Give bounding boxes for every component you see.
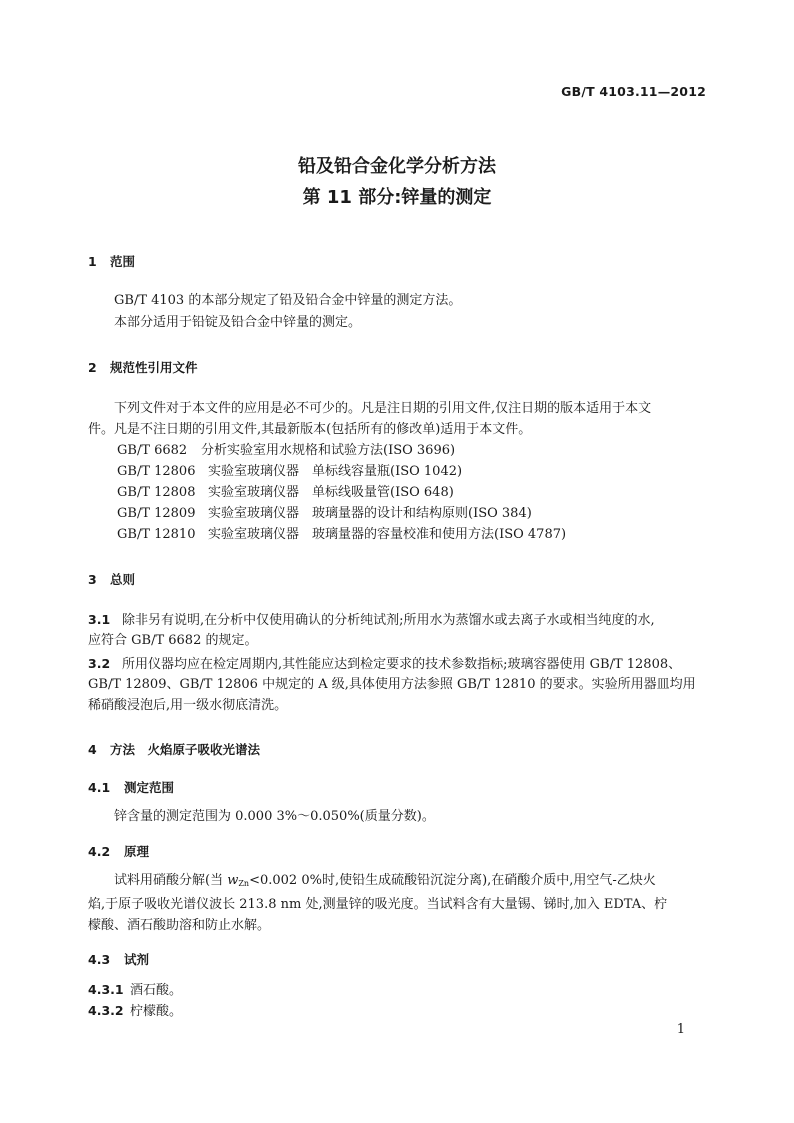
clause-number: 4.3.2 (88, 1003, 124, 1018)
reference-code: GB/T 6682 (117, 443, 188, 458)
clause-number: 4.3.1 (88, 982, 124, 997)
paragraph: 件。凡是不注日期的引用文件,其最新版本(包括所有的修改单)适用于本文件。 (88, 422, 532, 437)
clause-3-2 (88, 653, 706, 675)
normative-reference (117, 440, 707, 461)
paragraph (88, 870, 706, 894)
text-run: <0.002 0%时,使铅生成硫酸铅沉淀分离),在硝酸介质中,用空气-乙炔火 (249, 873, 656, 888)
clause-text: 柠檬酸。 (130, 1004, 183, 1019)
subsection-4-3-heading (88, 950, 149, 968)
subsection-number: 4.3 (88, 952, 111, 967)
reference-title: 分析实验室用水规格和试验方法(ISO 3696) (201, 443, 456, 458)
clause-4-3-2 (88, 1000, 706, 1022)
paragraph: 下列文件对于本文件的应用是必不可少的。凡是注日期的引用文件,仅注日期的版本适用于本文 (114, 401, 652, 416)
reference-title: 实验室玻璃仪器 玻璃量器的设计和结构原则(ISO 384) (208, 506, 532, 521)
clause-number: 3.1 (88, 612, 111, 627)
clause-text: 除非另有说明,在分析中仅使用确认的分析纯试剂;所用水为蒸馏水或去离子水或相当纯度的水, (122, 613, 655, 628)
section-1-heading (88, 252, 135, 270)
document-title: 铅及铅合金化学分析方法 (298, 156, 496, 177)
paragraph: GB/T 4103 的本部分规定了铅及铅合金中锌量的测定方法。 (114, 293, 462, 308)
subsection-title: 试剂 (124, 952, 150, 967)
clause-text: 所用仪器均应在检定周期内,其性能应达到检定要求的技术参数指标;玻璃容器使用 GB/T 12808、 (122, 657, 682, 672)
normative-reference (117, 524, 707, 545)
section-4-heading (88, 740, 260, 758)
paragraph: 檬酸、酒石酸助溶和防止水解。 (88, 918, 271, 933)
section-title: 范围 (110, 254, 136, 269)
normative-reference (117, 461, 707, 482)
reference-title: 实验室玻璃仪器 玻璃量器的容量校准和使用方法(ISO 4787) (208, 527, 567, 542)
standard-code: GB/T 4103.11—2012 (561, 84, 706, 99)
section-number: 3 (88, 572, 97, 587)
normative-reference (117, 482, 707, 503)
subsection-title: 原理 (124, 844, 150, 859)
subsection-number: 4.2 (88, 844, 111, 859)
section-number: 4 (88, 742, 97, 757)
reference-code: GB/T 12809 (117, 506, 196, 521)
reference-code: GB/T 12806 (117, 464, 196, 479)
section-title: 规范性引用文件 (110, 360, 198, 375)
paragraph: 应符合 GB/T 6682 的规定。 (88, 633, 258, 648)
mass-fraction-symbol: w (227, 873, 239, 888)
text-run: 试料用硝酸分解(当 (114, 873, 228, 888)
section-2-heading (88, 358, 198, 376)
subscript: Zn (238, 879, 250, 888)
paragraph: 焰,于原子吸收光谱仪波长 213.8 nm 处,测量锌的吸光度。当试料含有大量锡、锑时,加入 EDTA、柠 (88, 897, 668, 912)
normative-reference (117, 503, 707, 524)
subsection-number: 4.1 (88, 780, 111, 795)
reference-title: 实验室玻璃仪器 单标线容量瓶(ISO 1042) (208, 464, 463, 479)
document-subtitle: 第 11 部分:锌量的测定 (302, 187, 492, 208)
clause-3-1 (88, 609, 706, 631)
section-number: 2 (88, 360, 97, 375)
section-3-heading (88, 570, 135, 588)
paragraph: 本部分适用于铅锭及铅合金中锌量的测定。 (114, 315, 362, 330)
section-title: 总则 (110, 572, 136, 587)
paragraph: 稀硝酸浸泡后,用一级水彻底清洗。 (88, 698, 288, 713)
clause-4-3-1 (88, 979, 706, 1001)
subsection-4-2-heading (88, 842, 149, 860)
clause-number: 3.2 (88, 656, 111, 671)
subsection-4-1-heading (88, 778, 174, 796)
section-number: 1 (88, 254, 97, 269)
reference-code: GB/T 12808 (117, 485, 196, 500)
section-title: 方法 火焰原子吸收光谱法 (110, 742, 261, 757)
reference-title: 实验室玻璃仪器 单标线吸量管(ISO 648) (208, 485, 454, 500)
subsection-title: 测定范围 (124, 780, 175, 795)
paragraph: GB/T 12809、GB/T 12806 中规定的 A 级,具体使用方法参照 GB/T 12810 的要求。实验所用器皿均用 (88, 677, 696, 692)
page-number: 1 (676, 1022, 685, 1037)
paragraph: 锌含量的测定范围为 0.000 3%～0.050%(质量分数)。 (114, 809, 435, 824)
clause-text: 酒石酸。 (130, 983, 183, 998)
reference-code: GB/T 12810 (117, 527, 196, 542)
